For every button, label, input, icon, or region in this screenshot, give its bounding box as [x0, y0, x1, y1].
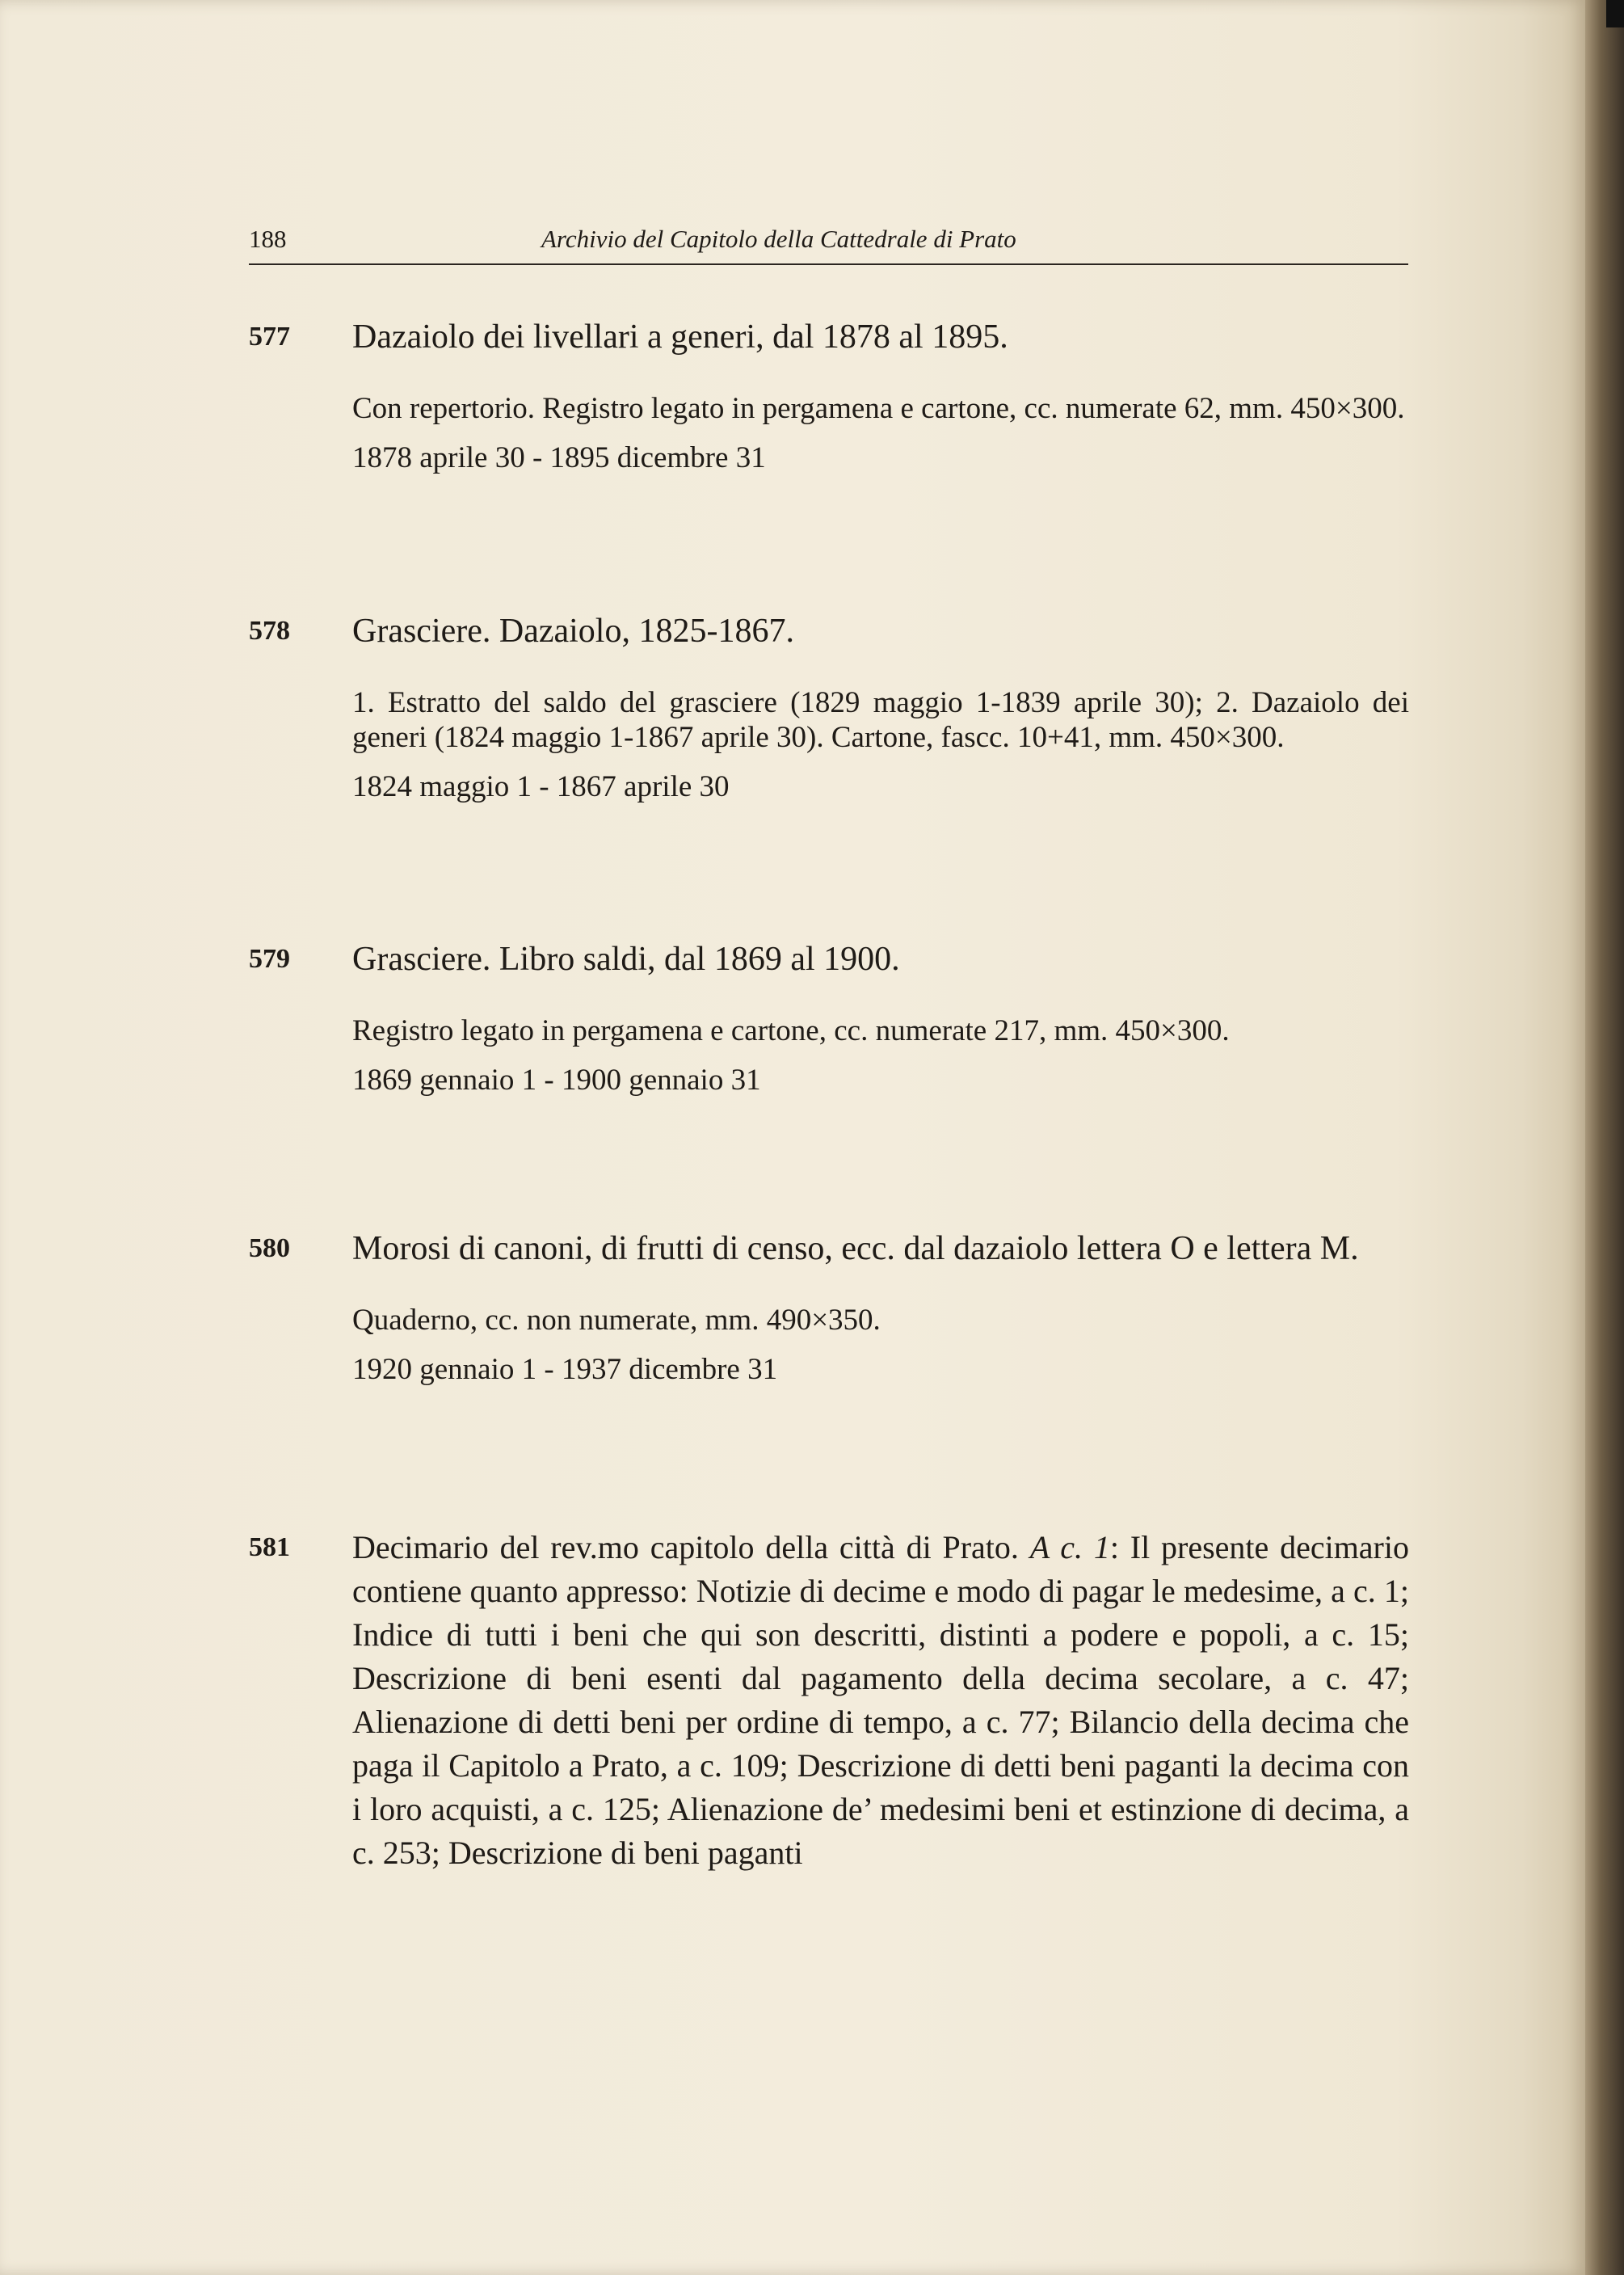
entry-title: Grasciere. Dazaiolo, 1825-1867. [352, 613, 794, 650]
entry-description: 1. Estratto del saldo del grasciere (1829 maggio 1-1839 aprile 30); 2. Dazaiolo dei generi (1824 maggio 1-1867 aprile 30). Cartone, fascc. 10+41, mm. 450×300. [352, 686, 1409, 754]
entry-description: Con repertorio. Registro legato in pergamena e cartone, cc. numerate 62, mm. 450×300. [352, 392, 1405, 425]
entry-date: 1878 aprile 30 - 1895 dicembre 31 [352, 441, 766, 474]
entry-number: 580 [249, 1233, 290, 1263]
entry-number: 577 [249, 322, 290, 352]
entry-description: Quaderno, cc. non numerate, mm. 490×350. [352, 1304, 881, 1337]
entry-content-text: : Il presente decimario contiene quanto appresso: Notizie di decime e modo di pagar le medesime, a c. 1; Indice di tutti i beni che qui son descritti, distinti a podere e popoli, a c. 15; Descrizione di beni esenti dal pagamento della decima secolare, a c. 47; Alienazione di detti beni per ordine di tempo, a c. 77; Bilancio della decima che paga il Capitolo a Prato, a c. 109; Descrizione di detti beni paganti la decima con i loro acquisti, a c. 125; Alienazione de’ medesimi beni et estinzione di decima, a c. 253; Descrizione di beni paganti [352, 1529, 1409, 1871]
entry-title: Dazaiolo dei livellari a generi, dal 1878 al 1895. [352, 318, 1008, 356]
book-gutter [1585, 0, 1624, 2275]
entry-title-text: Decimario del rev.mo capitolo della città di Prato. [352, 1529, 1019, 1565]
entry-date: 1920 gennaio 1 - 1937 dicembre 31 [352, 1353, 778, 1386]
page-reference: A c. 1 [1029, 1529, 1110, 1565]
entry-578 [249, 609, 1409, 804]
entry-577 [249, 315, 1409, 475]
entry-title: Grasciere. Libro saldi, dal 1869 al 1900. [352, 941, 900, 978]
entry-number: 579 [249, 944, 290, 974]
entry-date: 1869 gennaio 1 - 1900 gennaio 31 [352, 1064, 761, 1097]
entry-title: Morosi di canoni, di frutti di censo, ecc. dal dazaiolo lettera O e lettera M. [352, 1230, 1359, 1267]
entry-body-text [352, 1526, 1409, 1875]
entry-date: 1824 maggio 1 - 1867 aprile 30 [352, 770, 730, 803]
page-number: 188 [249, 225, 287, 253]
entry-579 [249, 937, 1409, 1097]
running-title: Archivio del Capitolo della Cattedrale di Prato [541, 225, 1016, 253]
entry-580 [249, 1227, 1409, 1387]
entry-number: 581 [249, 1532, 290, 1562]
entry-description: Registro legato in pergamena e cartone, cc. numerate 217, mm. 450×300. [352, 1014, 1230, 1047]
entry-581 [249, 1526, 1409, 1875]
gutter-shadow [1606, 0, 1624, 27]
entry-number: 578 [249, 616, 290, 646]
page-header [249, 223, 1408, 265]
